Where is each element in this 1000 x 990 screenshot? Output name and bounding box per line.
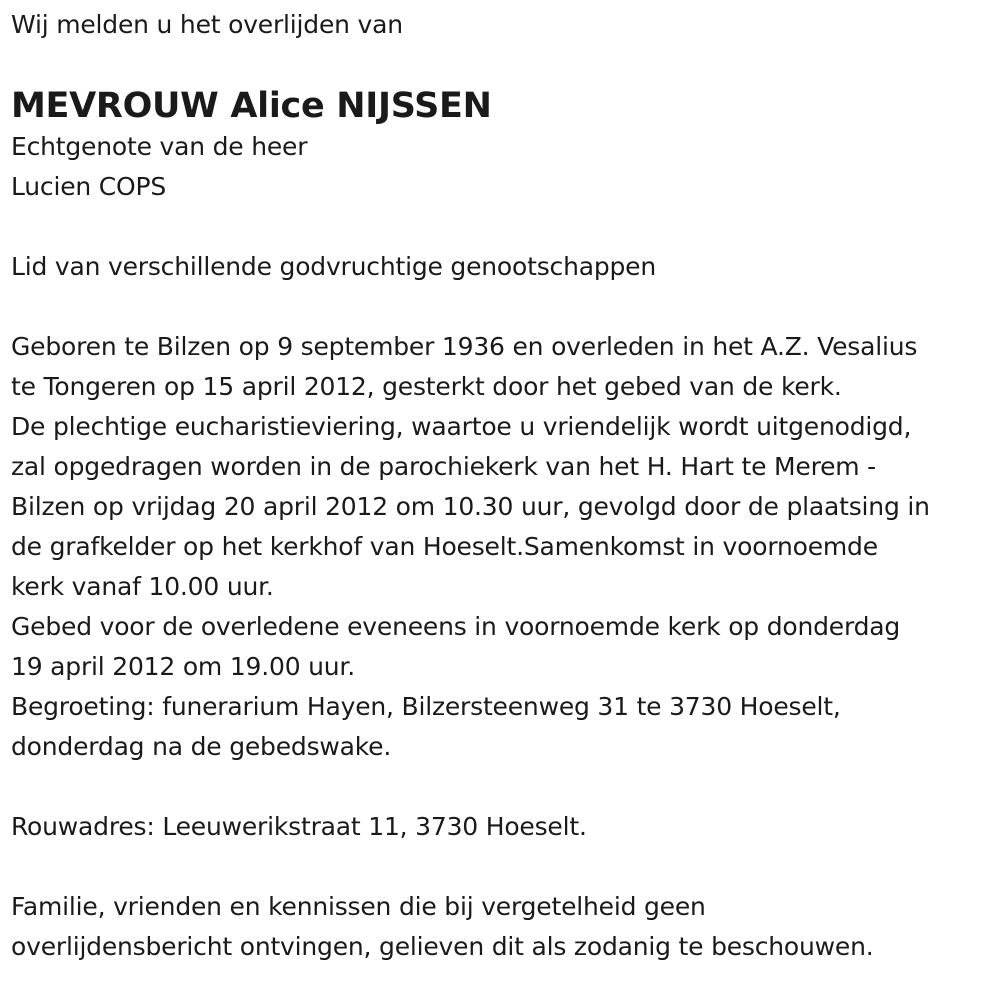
body-line: donderdag na de gebedswake. [11, 732, 392, 761]
membership-text: Lid van verschillende godvruchtige genootschappen [11, 252, 656, 281]
body-line: zal opgedragen worden in de parochiekerk van het H. Hart te Merem - [11, 452, 877, 481]
spacer [11, 767, 996, 807]
body-line: te Tongeren op 15 april 2012, gesterkt door het gebed van de kerk. [11, 372, 842, 401]
body-line: Begroeting: funerarium Hayen, Bilzersteenweg 31 te 3730 Hoeselt, [11, 692, 841, 721]
body-line: kerk vanaf 10.00 uur. [11, 572, 274, 601]
death-notice [11, 5, 996, 967]
mourning-address: Rouwadres: Leeuwerikstraat 11, 3730 Hoeselt. [11, 812, 587, 841]
spacer [11, 847, 996, 887]
spacer [11, 207, 996, 247]
body-line: 19 april 2012 om 19.00 uur. [11, 652, 355, 681]
body-line: Geboren te Bilzen op 9 september 1936 en overleden in het A.Z. Vesalius [11, 332, 918, 361]
notice-body [11, 327, 996, 767]
spacer [11, 287, 996, 327]
closing-line: Familie, vrienden en kennissen die bij vergetelheid geen [11, 892, 706, 921]
body-line: Gebed voor de overledene eveneens in voornoemde kerk op donderdag [11, 612, 901, 641]
body-line: Bilzen op vrijdag 20 april 2012 om 10.30 uur, gevolgd door de plaatsing in [11, 492, 930, 521]
spouse-line-1: Echtgenote van de heer [11, 132, 308, 161]
closing-line: overlijdensbericht ontvingen, gelieven dit als zodanig te beschouwen. [11, 932, 874, 961]
body-line: De plechtige eucharistieviering, waartoe u vriendelijk wordt uitgenodigd, [11, 412, 912, 441]
closing-text [11, 887, 996, 967]
spouse-line-2: Lucien COPS [11, 172, 167, 201]
intro-text: Wij melden u het overlijden van [11, 10, 403, 39]
body-line: de grafkelder op het kerkhof van Hoeselt.Samenkomst in voornoemde [11, 532, 878, 561]
deceased-name: MEVROUW Alice NIJSSEN [11, 86, 492, 126]
